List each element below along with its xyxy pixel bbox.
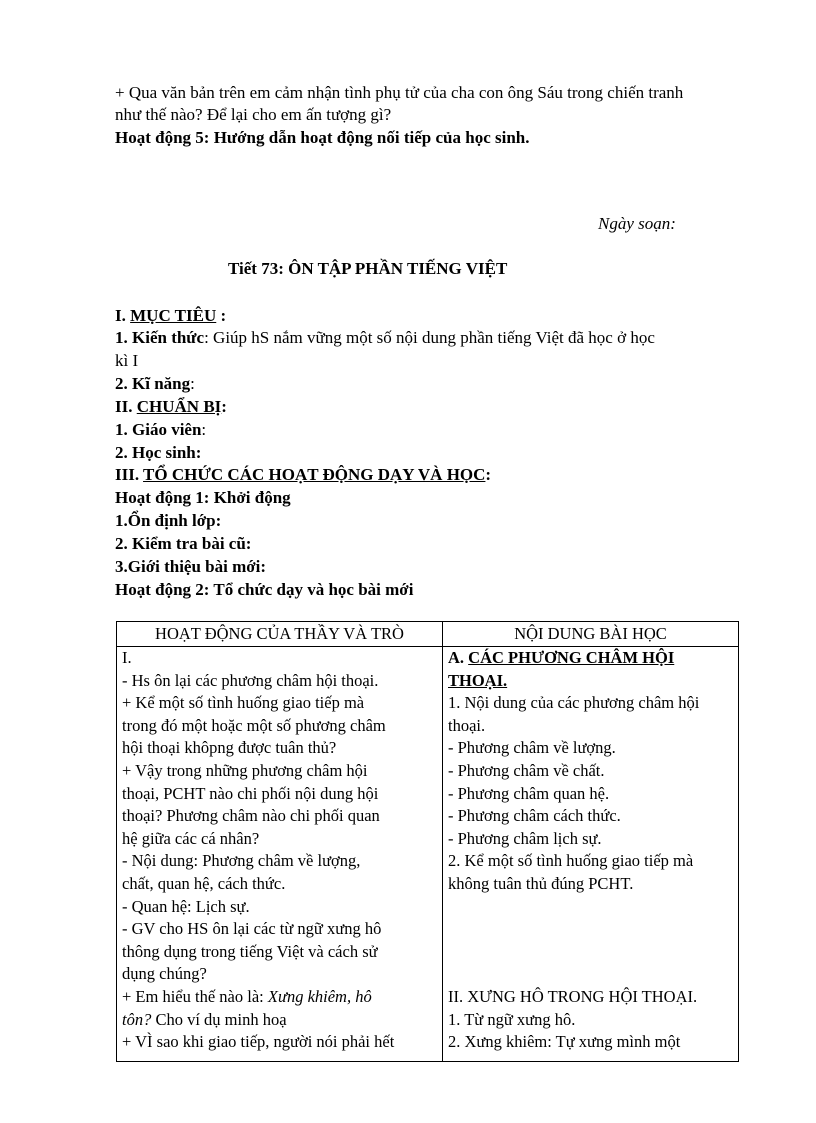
activity-2-text: : Tổ chức dạy và học bài mới — [203, 580, 414, 599]
right-line: 2. Xưng khiêm: Tự xưng mình một — [448, 1032, 681, 1052]
left-line: I. — [122, 648, 132, 667]
check-line: 2. Kiểm tra bài cũ: — [115, 534, 252, 553]
left-line: hệ giữa các cá nhân? — [122, 828, 260, 848]
student-line: 2. Học sinh: — [115, 443, 202, 462]
objectives-num: I. — [115, 306, 131, 325]
table-row — [117, 647, 739, 1062]
spacer — [448, 941, 733, 964]
activity-5-heading: Hoạt động 5: Hướng dẫn hoạt động nối tiếp của học sinh. — [115, 128, 530, 147]
activity-2-line — [115, 579, 413, 601]
left-line: - GV cho HS ôn lại các từ ngữ xưng hô — [122, 919, 382, 939]
section-a-prefix: A. — [448, 648, 469, 667]
skills-line — [115, 373, 195, 395]
date-label: Ngày soạn: — [598, 214, 676, 233]
org-num: III. — [115, 465, 144, 484]
left-line: - Hs ôn lại các phương châm hội thoại. — [122, 670, 379, 690]
header-activities: HOẠT ĐỘNG CỦA THẦY VÀ TRÒ — [117, 622, 443, 647]
right-line: 1. Từ ngữ xưng hô. — [448, 1009, 576, 1029]
skills-label: 2. Kĩ năng — [115, 374, 191, 393]
right-line: - Phương châm lịch sự. — [448, 828, 602, 848]
right-line: 2. Kể một số tình huống giao tiếp mà — [448, 851, 694, 871]
activity-1-text: : Khởi động — [203, 488, 291, 507]
left-line-last: + VÌ sao khi giao tiếp, người nói phải hết — [122, 1032, 395, 1052]
teacher-label: 1. Giáo viên — [115, 420, 202, 439]
lesson-title: Tiết 73: ÔN TẬP PHẦN TIẾNG VIỆT — [228, 259, 508, 278]
content-cell — [443, 647, 739, 1062]
objectives-heading — [115, 305, 226, 327]
left-question-line-2 — [122, 1009, 437, 1032]
teacher-line — [115, 419, 206, 441]
knowledge-text: : Giúp hS nắm vững một số nội dung phần tiếng Việt đã học ở học — [204, 328, 655, 347]
left-line: + Vậy trong những phương châm hội — [122, 760, 368, 780]
question-prefix: + Em hiểu thế nào là: — [122, 986, 268, 1006]
question-line-2: như thế nào? Để lại cho em ấn tượng gì? — [115, 105, 392, 124]
org-title: TỔ CHỨC CÁC HOẠT ĐỘNG DẠY VÀ HỌC — [143, 465, 486, 484]
lesson-table — [116, 621, 739, 1062]
preparation-heading — [115, 396, 227, 418]
right-line: 1. Nội dung của các phương châm hội — [448, 693, 700, 713]
right-line: không tuân thủ đúng PCHT. — [448, 873, 634, 893]
intro-new-line: 3.Giới thiệu bài mới: — [115, 557, 267, 576]
objectives-title: MỤC TIÊU — [130, 306, 217, 325]
section-a-title-text: CÁC PHƯƠNG CHÂM HỘI — [468, 648, 675, 667]
left-line: thông dụng trong tiếng Việt và cách sử — [122, 941, 378, 961]
left-line: thoại, PCHT nào chi phối nội dung hội — [122, 783, 379, 803]
spacer — [448, 896, 733, 919]
section-a-title-2: THOẠI. — [448, 670, 508, 690]
right-line: - Phương châm về lượng. — [448, 738, 616, 758]
activity-1-line — [115, 487, 291, 509]
spacer — [448, 918, 733, 941]
right-line: - Phương châm cách thức. — [448, 806, 621, 826]
knowledge-label: 1. Kiến thức — [115, 328, 205, 347]
header-content: NỘI DUNG BÀI HỌC — [443, 622, 739, 647]
section-ii-title: II. XƯNG HÔ TRONG HỘI THOẠI. — [448, 986, 698, 1006]
spacer — [448, 963, 733, 986]
prep-colon: : — [221, 397, 227, 416]
question-italic: Xưng khiêm, hô — [267, 986, 372, 1006]
right-line: - Phương châm về chất. — [448, 760, 605, 780]
prep-title: CHUẨN BỊ — [136, 397, 222, 416]
table-header-row — [117, 622, 739, 647]
left-line: hội thoại khôpng được tuân thủ? — [122, 738, 337, 758]
right-line: - Phương châm quan hệ. — [448, 783, 610, 803]
section-a-title — [448, 647, 733, 670]
teacher-colon: : — [201, 420, 207, 439]
organization-heading — [115, 464, 491, 486]
activities-cell — [117, 647, 443, 1062]
left-line: trong đó một hoặc một số phương châm — [122, 715, 386, 735]
knowledge-line-2: kì I — [115, 351, 139, 370]
question-rest: Cho ví dụ minh hoạ — [151, 1009, 287, 1029]
activity-1-label: Hoạt động 1 — [115, 488, 204, 507]
knowledge-line — [115, 327, 655, 349]
prep-num: II. — [115, 397, 137, 416]
question-italic-2: tôn? — [122, 1009, 152, 1029]
left-line: thoại? Phương châm nào chi phối quan — [122, 806, 380, 826]
stabilize-line: 1.Ổn định lớp: — [115, 511, 222, 530]
question-line-1: + Qua văn bản trên em cảm nhận tình phụ tử của cha con ông Sáu trong chiến tranh — [115, 83, 684, 102]
right-line: thoại. — [448, 715, 486, 735]
left-line: dụng chúng? — [122, 964, 207, 984]
activity-2-label: Hoạt động 2 — [115, 580, 204, 599]
left-line: - Nội dung: Phương châm về lượng, — [122, 851, 361, 871]
skills-colon: : — [190, 374, 195, 393]
org-colon: : — [485, 465, 492, 484]
left-line: - Quan hệ: Lịch sự. — [122, 896, 250, 916]
left-question-line — [122, 986, 437, 1009]
left-line: + Kể một số tình huống giao tiếp mà — [122, 693, 365, 713]
left-line: chất, quan hệ, cách thức. — [122, 873, 286, 893]
objectives-colon: : — [216, 306, 227, 325]
